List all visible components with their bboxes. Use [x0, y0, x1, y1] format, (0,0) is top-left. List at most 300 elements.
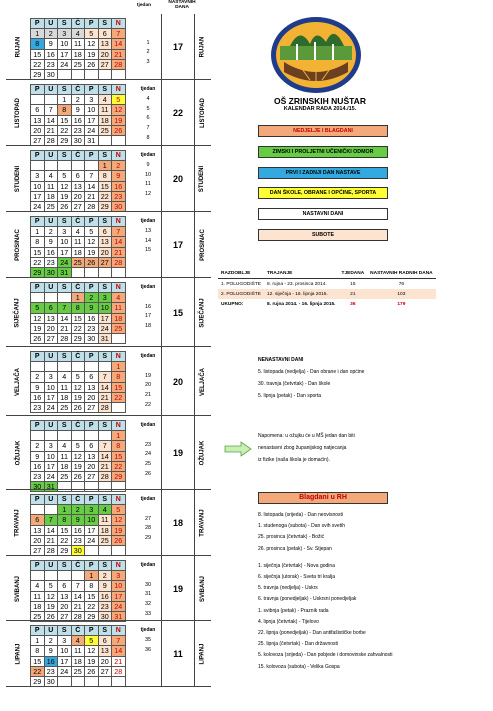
legend-item: SUBOTE	[258, 229, 388, 241]
day-cell: 31	[98, 333, 112, 343]
week-label: tjedan	[140, 422, 156, 428]
weekday-header: P	[85, 19, 99, 29]
weekday-header: U	[44, 352, 58, 362]
day-cell: 15	[31, 49, 45, 59]
day-cell	[44, 362, 58, 372]
summary-row	[218, 289, 436, 299]
week-header-label: tjedan	[136, 3, 152, 8]
day-cell: 13	[44, 313, 58, 323]
day-cell: 22	[71, 323, 85, 333]
day-cell	[58, 431, 72, 441]
week-header	[134, 3, 154, 8]
week-number: 35	[144, 636, 152, 643]
week-numbers	[138, 18, 158, 77]
month-calendar	[30, 625, 126, 687]
day-cell: 28	[98, 402, 112, 412]
weekday-header: S	[58, 421, 72, 431]
day-cell: 11	[31, 591, 45, 601]
arrow-right-icon	[224, 441, 252, 457]
weekday-header: S	[58, 85, 72, 95]
blagdan-item: 22. lipnja (ponedjeljak) - Dan antifašističke borbe	[258, 630, 366, 637]
month-name-right	[194, 416, 211, 490]
summary-cell: 8. rujna - 23. prosinca 2014.	[266, 281, 327, 287]
day-cell: 22	[85, 601, 99, 611]
weekday-header: N	[112, 217, 126, 227]
day-cell: 30	[71, 135, 85, 145]
month-name-text: VELJAČA	[15, 367, 22, 396]
day-cell: 7	[98, 441, 112, 451]
week-label: tjedan	[140, 353, 156, 359]
day-cell: 17	[58, 49, 72, 59]
month-divider	[6, 686, 211, 687]
day-cell: 4	[71, 29, 85, 39]
weekday-header: Č	[71, 352, 85, 362]
week-number	[138, 654, 158, 664]
day-cell: 9	[44, 237, 58, 247]
month-calendar	[30, 351, 126, 413]
teaching-days-count: 20	[161, 146, 195, 212]
day-cell: 12	[58, 181, 72, 191]
day-cell: 21	[85, 191, 99, 201]
day-cell: 1	[58, 505, 72, 515]
weekday-header: P	[85, 626, 99, 636]
day-cell: 7	[112, 29, 126, 39]
weekday-header: P	[31, 352, 45, 362]
day-cell: 11	[71, 39, 85, 49]
weekday-header: S	[58, 217, 72, 227]
day-cell: 17	[112, 591, 126, 601]
legend-item: NASTAVNI DANI	[258, 208, 388, 220]
day-cell: 28	[112, 666, 126, 676]
summary-cell: 36	[350, 301, 356, 307]
day-cell: 17	[31, 191, 45, 201]
day-cell: 2	[71, 95, 85, 105]
week-number	[138, 430, 158, 440]
summary-cell: 21	[350, 291, 356, 297]
week-number: 17	[144, 313, 152, 320]
month-block	[6, 621, 211, 687]
day-cell: 18	[71, 656, 85, 666]
week-number: 11	[145, 181, 151, 188]
week-number	[138, 199, 158, 209]
day-cell	[31, 431, 45, 441]
day-cell	[58, 161, 72, 171]
day-cell: 20	[98, 49, 112, 59]
summary-table	[218, 268, 436, 309]
day-cell	[31, 161, 45, 171]
weekday-header: P	[31, 421, 45, 431]
day-cell: 27	[85, 402, 99, 412]
day-cell: 8	[31, 39, 45, 49]
month-block	[6, 278, 211, 347]
weekday-header: P	[31, 85, 45, 95]
week-number: 31	[144, 591, 152, 598]
day-cell: 1	[71, 293, 85, 303]
day-cell: 9	[71, 105, 85, 115]
week-number: 3	[146, 59, 150, 66]
weekday-header: S	[98, 85, 112, 95]
week-label: tjedan	[140, 218, 156, 224]
day-cell: 19	[44, 601, 58, 611]
summary-header: TJEDANA	[339, 268, 368, 279]
day-cell: 6	[58, 581, 72, 591]
day-cell: 30	[44, 267, 58, 277]
day-cell	[58, 571, 72, 581]
weekday-header: S	[98, 352, 112, 362]
week-number	[138, 543, 158, 553]
day-cell: 19	[112, 525, 126, 535]
month-name-right	[194, 212, 211, 278]
blagdan-item: 25. lipnja (četvrtak) - Dan državnosti	[258, 641, 339, 648]
day-cell: 5	[85, 227, 99, 237]
weekday-header: P	[85, 421, 99, 431]
day-cell: 14	[112, 646, 126, 656]
week-label: tjedan	[140, 86, 156, 92]
week-number: 29	[144, 535, 152, 542]
day-cell: 27	[85, 471, 99, 481]
weekday-header: U	[44, 561, 58, 571]
day-cell: 15	[85, 591, 99, 601]
week-number: 1	[146, 39, 150, 46]
week-number: 30	[144, 581, 152, 588]
day-cell	[31, 293, 45, 303]
month-name	[6, 80, 30, 146]
day-cell: 30	[85, 333, 99, 343]
week-number: 10	[144, 171, 152, 178]
weekday-header: N	[112, 283, 126, 293]
day-cell: 13	[31, 115, 45, 125]
day-cell: 17	[85, 525, 99, 535]
weekday-header: U	[44, 283, 58, 293]
day-cell: 6	[85, 441, 99, 451]
day-cell	[98, 431, 112, 441]
day-cell: 28	[71, 611, 85, 621]
week-number: 9	[146, 161, 150, 168]
weekday-header: P	[31, 495, 45, 505]
napomena-line: Napomena: u ožujku će u MŠ jedan dan biti	[258, 433, 355, 439]
day-cell: 22	[31, 59, 45, 69]
weekday-header: S	[58, 626, 72, 636]
week-label: tjedan	[140, 496, 156, 502]
month-name-text: RUJAN	[14, 36, 21, 58]
day-cell: 26	[31, 333, 45, 343]
week-label: tjedan	[140, 627, 156, 633]
day-cell: 27	[58, 611, 72, 621]
day-cell: 17	[44, 392, 58, 402]
day-cell: 11	[98, 105, 112, 115]
month-name-right	[194, 490, 211, 556]
week-numbers	[138, 84, 158, 143]
day-cell: 26	[85, 257, 99, 267]
day-cell: 5	[71, 441, 85, 451]
day-cell: 15	[58, 115, 72, 125]
day-cell: 28	[98, 471, 112, 481]
day-cell	[71, 431, 85, 441]
weekday-header: N	[112, 561, 126, 571]
day-cell: 26	[44, 611, 58, 621]
weekday-header: N	[112, 421, 126, 431]
day-cell: 19	[112, 115, 126, 125]
week-numbers	[138, 351, 158, 410]
month-name-text: STUDENI	[15, 165, 21, 193]
day-cell: 16	[44, 49, 58, 59]
week-number: 22	[144, 401, 152, 408]
day-cell: 20	[58, 601, 72, 611]
day-cell: 16	[44, 656, 58, 666]
day-cell: 29	[31, 676, 45, 686]
blagdan-item: 1. studenoga (subota) - Dan svih svetih	[258, 523, 345, 530]
day-cell: 24	[44, 471, 58, 481]
day-cell: 31	[58, 267, 72, 277]
day-cell: 16	[31, 461, 45, 471]
nenastavni-item: 5. lipnja (petak) - Dan sporta	[258, 393, 322, 399]
day-cell: 12	[71, 382, 85, 392]
day-cell: 28	[112, 257, 126, 267]
day-cell: 17	[58, 247, 72, 257]
day-cell: 28	[58, 333, 72, 343]
day-cell: 14	[44, 525, 58, 535]
day-cell	[44, 293, 58, 303]
day-cell: 12	[44, 591, 58, 601]
month-name-text: SVIBANJ	[199, 575, 206, 602]
day-cell: 15	[98, 181, 112, 191]
week-number: 25	[144, 461, 152, 468]
day-cell: 18	[112, 313, 126, 323]
day-cell: 3	[98, 293, 112, 303]
month-block	[6, 146, 211, 212]
day-cell: 22	[112, 461, 126, 471]
day-cell: 31	[112, 611, 126, 621]
week-label: tjedan	[140, 284, 156, 290]
week-number	[138, 674, 158, 684]
day-cell: 25	[98, 535, 112, 545]
day-cell: 10	[44, 382, 58, 392]
day-cell: 26	[112, 125, 126, 135]
legend-item: PRVI I ZADNJI DAN NASTAVE	[258, 167, 388, 179]
weekday-header: S	[58, 19, 72, 29]
day-cell	[71, 571, 85, 581]
day-cell: 22	[112, 392, 126, 402]
weekday-header: S	[98, 561, 112, 571]
day-cell: 14	[44, 115, 58, 125]
day-cell	[31, 571, 45, 581]
day-cell: 20	[85, 461, 99, 471]
day-cell: 24	[98, 323, 112, 333]
day-cell: 20	[31, 125, 45, 135]
day-cell: 30	[112, 201, 126, 211]
day-cell: 4	[44, 171, 58, 181]
week-number	[138, 255, 158, 265]
weekday-header: P	[31, 561, 45, 571]
day-cell: 19	[71, 392, 85, 402]
day-cell	[98, 362, 112, 372]
month-name-text: LIPANJ	[199, 643, 206, 665]
month-name-text: LISTOPAD	[15, 98, 21, 128]
day-cell: 5	[85, 636, 99, 646]
month-calendar	[30, 216, 126, 278]
day-cell: 14	[71, 591, 85, 601]
month-calendar	[30, 282, 126, 344]
day-cell: 13	[98, 237, 112, 247]
day-cell: 18	[58, 461, 72, 471]
day-cell: 3	[58, 29, 72, 39]
day-cell: 13	[71, 181, 85, 191]
day-cell: 2	[31, 372, 45, 382]
month-block	[6, 212, 211, 278]
day-cell	[31, 95, 45, 105]
week-number	[138, 67, 158, 77]
day-cell: 21	[112, 247, 126, 257]
day-cell: 19	[85, 247, 99, 257]
month-block	[6, 556, 211, 621]
weekday-header: S	[58, 495, 72, 505]
day-cell: 14	[98, 451, 112, 461]
day-cell: 6	[31, 515, 45, 525]
weekday-header: P	[85, 561, 99, 571]
day-cell	[44, 571, 58, 581]
day-cell	[58, 293, 72, 303]
week-number: 15	[144, 247, 152, 254]
day-cell: 26	[85, 666, 99, 676]
day-cell: 25	[31, 611, 45, 621]
week-number: 12	[144, 191, 152, 198]
day-cell: 4	[58, 441, 72, 451]
day-cell: 7	[71, 581, 85, 591]
week-number: 16	[144, 303, 152, 310]
day-cell: 25	[58, 402, 72, 412]
day-cell: 30	[98, 611, 112, 621]
weekday-header: U	[44, 495, 58, 505]
day-cell: 27	[44, 333, 58, 343]
day-cell: 23	[44, 666, 58, 676]
summary-row	[218, 299, 436, 309]
day-cell: 10	[58, 237, 72, 247]
weekday-header: P	[85, 495, 99, 505]
day-cell: 13	[85, 382, 99, 392]
day-cell: 7	[112, 227, 126, 237]
day-cell: 12	[85, 646, 99, 656]
day-cell: 22	[58, 535, 72, 545]
day-cell: 24	[58, 257, 72, 267]
week-number: 7	[146, 125, 150, 132]
month-name-text: PROSINAC	[199, 229, 206, 261]
day-cell: 15	[31, 656, 45, 666]
legend-item: NEDJELJE I BLAGDANI	[258, 125, 388, 137]
day-cell: 17	[85, 115, 99, 125]
day-cell: 29	[112, 471, 126, 481]
day-cell: 25	[71, 59, 85, 69]
day-cell: 1	[58, 95, 72, 105]
day-cell: 9	[85, 303, 99, 313]
day-cell: 15	[112, 382, 126, 392]
week-number	[138, 361, 158, 371]
week-number: 36	[144, 646, 152, 653]
month-calendar	[30, 420, 126, 492]
day-cell: 24	[31, 201, 45, 211]
legend-item: ZIMSKI I PROLJETNI UČENIČKI ODMOR	[258, 146, 388, 158]
day-cell: 10	[85, 105, 99, 115]
day-cell: 1	[112, 431, 126, 441]
blagdani-list	[258, 510, 393, 673]
day-cell: 23	[112, 191, 126, 201]
day-cell: 3	[85, 95, 99, 105]
weekday-header: N	[112, 19, 126, 29]
weekday-header: P	[85, 352, 99, 362]
day-cell: 16	[71, 115, 85, 125]
teaching-days-count: 19	[161, 416, 195, 490]
day-cell: 1	[31, 29, 45, 39]
day-cell: 21	[44, 535, 58, 545]
day-cell: 16	[112, 181, 126, 191]
day-cell: 3	[85, 505, 99, 515]
day-cell: 1	[31, 227, 45, 237]
teaching-days-count: 11	[161, 621, 195, 687]
day-cell: 7	[44, 105, 58, 115]
day-cell: 3	[58, 227, 72, 237]
weekday-header: P	[31, 151, 45, 161]
day-cell: 10	[58, 646, 72, 656]
day-cell: 29	[85, 611, 99, 621]
summary-cell: 15	[350, 281, 356, 287]
day-cell: 18	[98, 525, 112, 535]
weekday-header: S	[98, 217, 112, 227]
day-cell: 6	[85, 372, 99, 382]
nenastavni-title: NENASTAVNI DANI	[258, 357, 304, 363]
day-cell: 7	[58, 303, 72, 313]
week-numbers	[138, 216, 158, 275]
day-cell: 7	[44, 515, 58, 525]
weekday-header: N	[112, 352, 126, 362]
weekday-header: N	[112, 495, 126, 505]
day-cell: 9	[31, 451, 45, 461]
month-block	[6, 490, 211, 556]
month-name	[6, 347, 30, 416]
day-cell: 19	[31, 323, 45, 333]
weekday-header: P	[85, 151, 99, 161]
day-cell: 24	[112, 601, 126, 611]
day-cell: 24	[85, 535, 99, 545]
week-numbers	[138, 494, 158, 553]
month-name-text: PROSINAC	[15, 229, 22, 261]
month-name	[6, 490, 30, 556]
day-cell: 15	[58, 525, 72, 535]
day-cell: 26	[85, 59, 99, 69]
day-cell: 22	[58, 125, 72, 135]
weekday-header: P	[85, 283, 99, 293]
week-numbers	[138, 625, 158, 684]
day-cell	[112, 333, 126, 343]
day-cell: 23	[85, 323, 99, 333]
week-number: 21	[144, 392, 152, 399]
week-number: 23	[144, 441, 152, 448]
day-cell: 24	[58, 666, 72, 676]
month-block	[6, 416, 211, 490]
day-cell: 14	[112, 237, 126, 247]
weekday-header: S	[98, 19, 112, 29]
week-number: 14	[144, 237, 152, 244]
day-cell: 10	[112, 581, 126, 591]
day-cell: 21	[71, 601, 85, 611]
day-cell: 17	[98, 313, 112, 323]
day-cell: 1	[112, 362, 126, 372]
day-cell: 6	[44, 303, 58, 313]
day-cell: 13	[58, 591, 72, 601]
day-cell	[44, 161, 58, 171]
day-cell	[71, 362, 85, 372]
day-cell: 1	[31, 636, 45, 646]
day-cell: 11	[71, 237, 85, 247]
day-cell: 2	[71, 505, 85, 515]
